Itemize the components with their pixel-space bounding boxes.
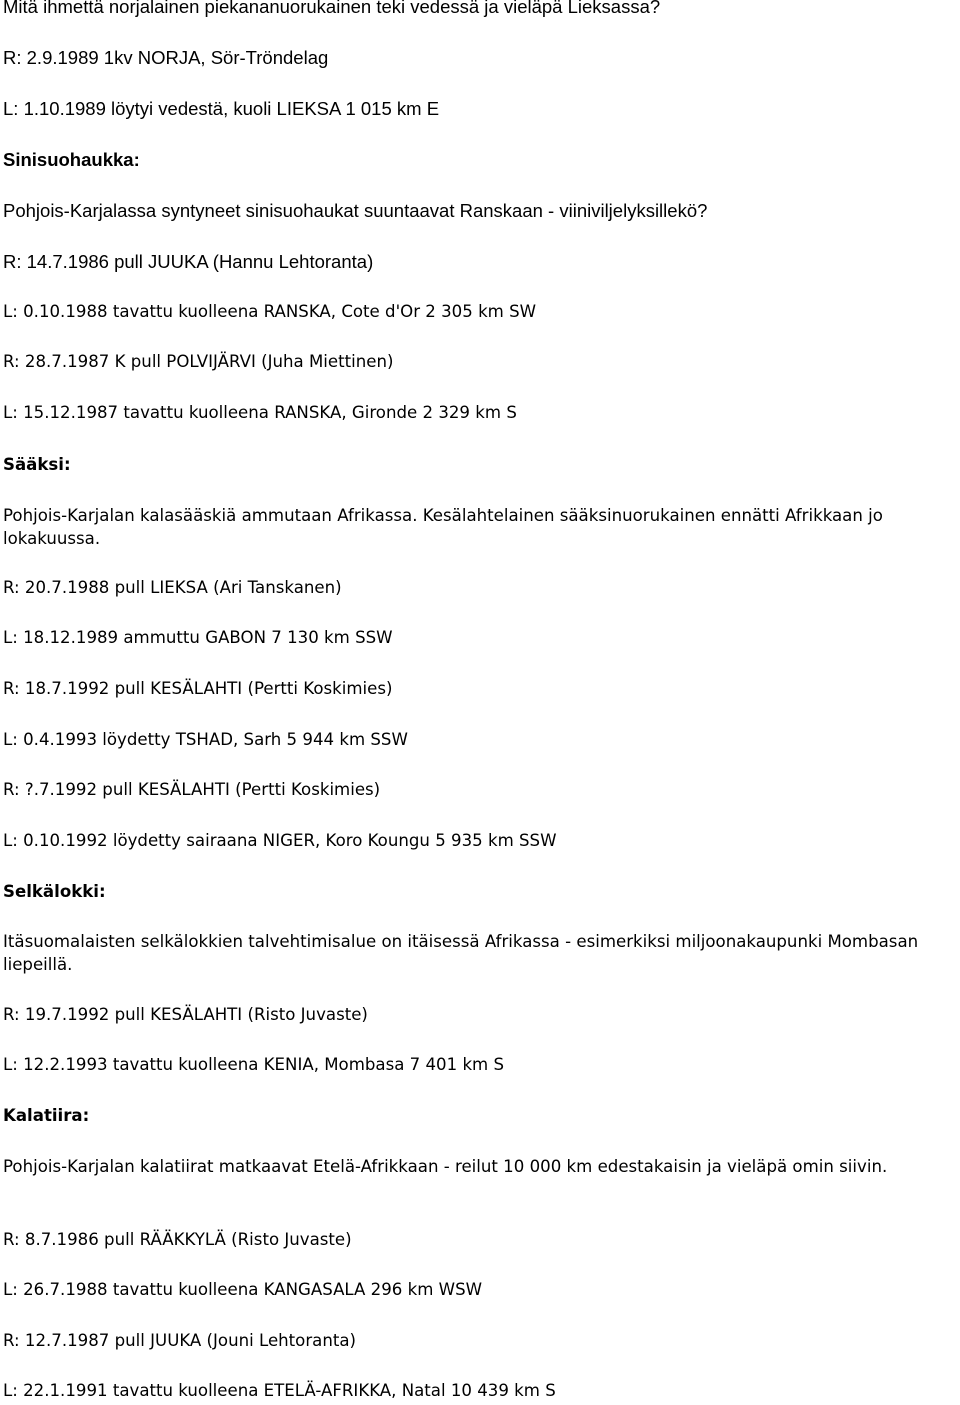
record-line: L: 0.10.1992 löydetty sairaana NIGER, Koro Koungu 5 935 km SSW xyxy=(3,831,557,850)
section-description-sinisuohaukka: Pohjois-Karjalassa syntyneet sinisuohaukat suuntaavat Ranskaan - viiniviljelyksillekö? xyxy=(3,200,708,221)
record-line: L: 12.2.1993 tavattu kuolleena KENIA, Mombasa 7 401 km S xyxy=(3,1055,505,1074)
record-line: R: 20.7.1988 pull LIEKSA (Ari Tanskanen) xyxy=(3,578,342,597)
section-heading-saaksi: Sääksi: xyxy=(3,455,71,474)
section-heading-sinisuohaukka: Sinisuohaukka: xyxy=(3,149,140,170)
section-description-kalatiira: Pohjois-Karjalan kalatiirat matkaavat Etelä-Afrikkaan - reilut 10 000 km edestakaisin ja vieläpä omin siivin. xyxy=(3,1157,888,1176)
record-line: R: 18.7.1992 pull KESÄLAHTI (Pertti Koskimies) xyxy=(3,679,393,698)
record-line: R: 12.7.1987 pull JUUKA (Jouni Lehtoranta) xyxy=(3,1331,356,1350)
section-heading-kalatiira: Kalatiira: xyxy=(3,1106,90,1125)
intro-question: Mitä ihmettä norjalainen piekananuorukainen teki vedessä ja vieläpä Lieksassa? xyxy=(3,0,661,17)
record-line: L: 18.12.1989 ammuttu GABON 7 130 km SSW xyxy=(3,628,393,647)
section-description-saaksi: Pohjois-Karjalan kalasääskiä ammutaan Afrikassa. Kesälahtelainen sääksinuorukainen ennätti Afrikkaan jo lokakuussa. xyxy=(3,506,883,548)
section-heading-selkalokki: Selkälokki: xyxy=(3,882,106,901)
record-line: L: 26.7.1988 tavattu kuolleena KANGASALA 296 km WSW xyxy=(3,1280,483,1299)
record-line: L: 22.1.1991 tavattu kuolleena ETELÄ-AFRIKKA, Natal 10 439 km S xyxy=(3,1381,556,1400)
record-line: R: 19.7.1992 pull KESÄLAHTI (Risto Juvaste) xyxy=(3,1005,368,1024)
record-line: R: 8.7.1986 pull RÄÄKKYLÄ (Risto Juvaste) xyxy=(3,1230,352,1249)
record-line: R: 28.7.1987 K pull POLVIJÄRVI (Juha Miettinen) xyxy=(3,352,394,371)
record-line: L: 0.4.1993 löydetty TSHAD, Sarh 5 944 km SSW xyxy=(3,730,408,749)
intro-found-record: L: 1.10.1989 löytyi vedestä, kuoli LIEKSA 1 015 km E xyxy=(3,98,440,119)
record-line: R: ?.7.1992 pull KESÄLAHTI (Pertti Koskimies) xyxy=(3,780,381,799)
record-line: L: 0.10.1988 tavattu kuolleena RANSKA, Cote d'Or 2 305 km SW xyxy=(3,302,537,321)
section-description-selkalokki: Itäsuomalaisten selkälokkien talvehtimisalue on itäisessä Afrikassa - esimerkiksi miljoonakaupunki Mombasan liepeillä. xyxy=(3,932,919,974)
intro-ringed-record: R: 2.9.1989 1kv NORJA, Sör-Tröndelag xyxy=(3,47,329,68)
record-line: L: 15.12.1987 tavattu kuolleena RANSKA, Gironde 2 329 km S xyxy=(3,403,517,422)
record-line: R: 14.7.1986 pull JUUKA (Hannu Lehtoranta) xyxy=(3,251,374,272)
